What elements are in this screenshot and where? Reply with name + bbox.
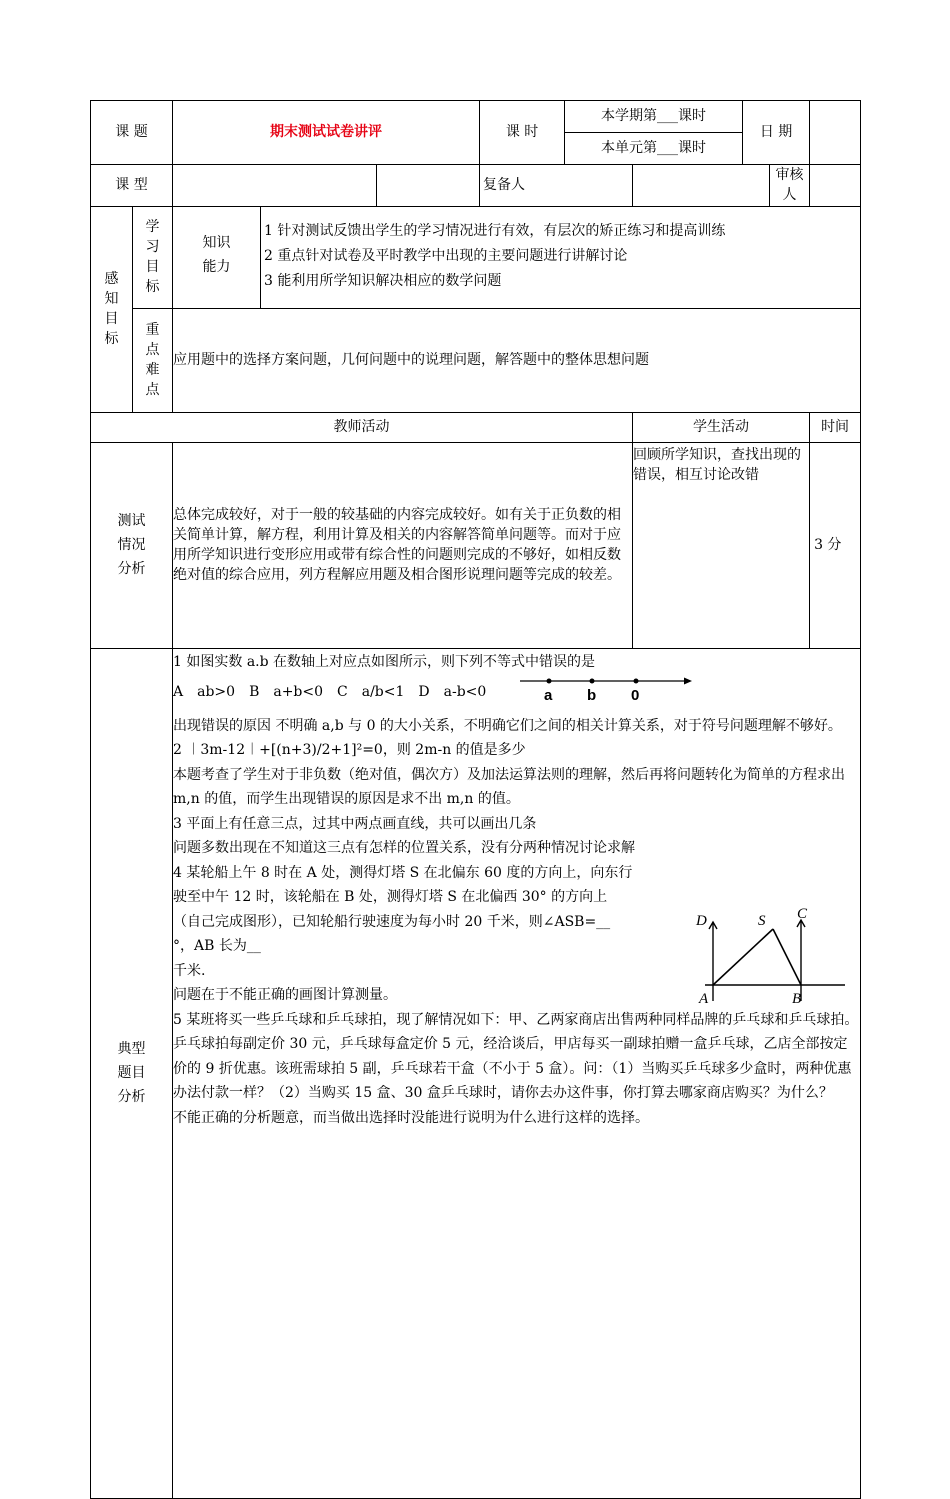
question-4-line: 千米.	[173, 962, 206, 979]
number-line-arrow	[684, 677, 692, 684]
unit-period: 本单元第___课时	[565, 133, 743, 165]
type-value	[173, 165, 377, 207]
question-2: 2 ︱3m-12︱+[(n+3)/2+1]²=0，则 2m-n 的值是多少	[173, 742, 526, 759]
date-value	[810, 101, 861, 165]
objective-item: 2 重点针对试卷及平时教学中出现的主要问题进行讲解讨论	[264, 247, 628, 264]
line-as	[713, 929, 773, 985]
question-4-line: 4 某轮船上午 8 时在 A 处，测得灯塔 S 在北偏东 60 度的方向上，向东行	[173, 864, 633, 881]
reviewer-value	[810, 165, 861, 207]
question-1: 1 如图实数 a.b 在数轴上对应点如图所示，则下列不等式中错误的是	[173, 653, 596, 670]
objective-item: 3 能利用所学知识解决相应的数学问题	[264, 272, 502, 289]
question-2-reason: 本题考查了学生对于非负数（绝对值，偶次方）及加法运算法则的理解，然后再将问题转化为简单的方程求出 m,n 的值，而学生出现错误的原因是求不出 m,n 的值。	[173, 766, 846, 808]
point-b-label: b	[587, 686, 597, 704]
subject-label: 课 题	[91, 101, 173, 165]
number-line-figure	[518, 675, 693, 705]
point-b-marker	[590, 678, 595, 683]
semester-period: 本学期第___课时	[565, 101, 743, 133]
label-c: C	[797, 905, 808, 922]
page-title: 期末测试试卷讲评	[173, 101, 480, 165]
lesson-plan-page	[90, 100, 860, 1499]
key-difficulty-label: 重 点 难 点	[133, 308, 173, 412]
reviewer-label: 审核人	[770, 165, 810, 207]
test-analysis-label: 测试 情况 分析	[91, 442, 173, 648]
typical-problems-label: 典型 题目 分析	[91, 648, 173, 1498]
direction-figure	[696, 905, 850, 1009]
label-s: S	[758, 912, 766, 929]
period-label: 课 时	[480, 101, 565, 165]
point-a-label: a	[544, 686, 553, 704]
prepared-value	[633, 165, 770, 207]
time-value: 3 分	[810, 442, 861, 648]
objective-items	[261, 206, 861, 308]
student-activity-text: 回顾所学知识，查找出现的错误，相互讨论改错	[633, 442, 810, 648]
label-d: D	[696, 912, 707, 929]
label-b: B	[792, 990, 802, 1007]
test-analysis-text: 总体完成较好，对于一般的较基础的内容完成较好。如有关于正负数的相关简单计算，解方程，利用计算及相关的内容解答简单问题等。而对于应用所学知识进行变形应用或带有综合性的问题则完成的不够好，如相反数绝对值的综合应用，列方程解应用题及相合图形说理问题等完成的较差。	[173, 442, 633, 648]
type-label: 课 型	[91, 165, 173, 207]
question-4-line: （自己完成图形），已知轮船行驶速度为每小时 20 千米，则∠ASB=__	[173, 913, 611, 930]
objectives-section-label: 感 知 目 标	[91, 206, 133, 412]
point-zero-marker	[634, 678, 639, 683]
learning-objective-label: 学 习 目 标	[133, 206, 173, 308]
point-a-marker	[547, 678, 552, 683]
teacher-activity-header: 教师活动	[91, 412, 633, 442]
student-activity-header: 学生活动	[633, 412, 810, 442]
label-a: A	[699, 990, 709, 1007]
objective-item: 1 针对测试反馈出学生的学习情况进行有效，有层次的矫正练习和提高训练	[264, 222, 726, 239]
question-3-reason: 问题多数出现在不知道这三点有怎样的位置关系，没有分两种情况讨论求解	[173, 840, 636, 857]
question-4-reason: 问题在于不能正确的画图计算测量。	[173, 987, 398, 1004]
question-5-reason: 不能正确的分析题意，而当做出选择时没能进行说明为什么进行这样的选择。	[173, 1109, 650, 1126]
question-1-reason: 出现错误的原因 不明确 a,b 与 0 的大小关系，不明确它们之间的相关计算关系，对于符号问题理解不够好。	[173, 717, 842, 734]
question-4-line: °，AB 长为__	[173, 938, 261, 955]
question-4-line: 驶至中午 12 时，该轮船在 B 处，测得灯塔 S 在北偏西 30° 的方向上	[173, 889, 608, 906]
question-3: 3 平面上有任意三点，过其中两点画直线，共可以画出几条	[173, 815, 537, 832]
point-zero-label: 0	[631, 686, 640, 704]
question-1-options: A ab>0 B a+b<0 C a/b<1 D a-b<0	[173, 684, 487, 701]
typical-problems-content	[173, 648, 861, 1498]
lesson-plan-table	[90, 100, 861, 1499]
time-header: 时间	[810, 412, 861, 442]
key-difficulty-text: 应用题中的选择方案问题，几何问题中的说理问题，解答题中的整体思想问题	[173, 308, 861, 412]
question-4	[173, 861, 708, 984]
prepared-label: 复备人	[480, 165, 633, 207]
date-label: 日 期	[743, 101, 810, 165]
type-value-2	[377, 165, 480, 207]
line-sb	[773, 929, 801, 985]
knowledge-ability-label: 知识 能力	[173, 206, 261, 308]
question-5: 5 某班将买一些乒乓球和乒乓球拍，现了解情况如下：甲、乙两家商店出售两种同样品牌的乒乓球和乒乓球拍。乒乓球拍每副定价 30 元，乒乓球每盒定价 5 元，经洽谈后，甲店每买一副球拍赠一盒乒乓球，乙店全部按定价的 9 折优惠。该班需球拍 5 副，乒乓球若干盒（不小于 5 盒）。问：（1）当购买乒乓球多少盒时，两种优惠办法付款一样？（2）当购买 15 盒、30 盒乒乓球时，请你去办这件事，你打算去哪家商店购买？为什么？	[173, 1011, 859, 1102]
